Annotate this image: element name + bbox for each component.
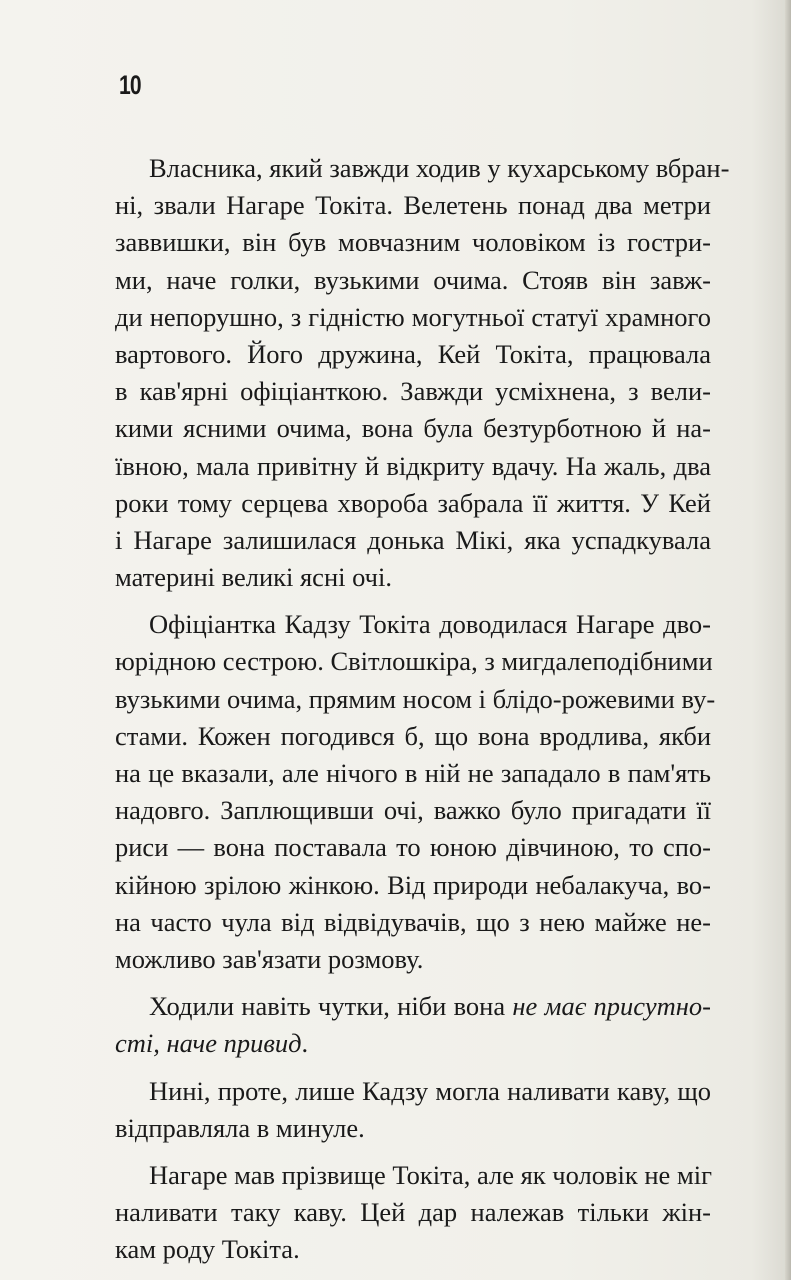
page-edge xyxy=(785,0,791,1280)
page-number: 10 xyxy=(119,70,141,100)
text-line xyxy=(115,1025,711,1062)
italic-text: не має присутно- xyxy=(512,991,711,1022)
text-line: відправляла в минуле. xyxy=(115,1112,365,1143)
text-line: ди непорушно, з гідністю могутньої статуї храмного xyxy=(115,301,711,332)
paragraph-3 xyxy=(115,988,711,1062)
text-line: можливо зав'язати розмову. xyxy=(115,943,424,974)
text-line: Офіціантка Кадзу Токіта доводилася Нагаре дво- xyxy=(149,609,711,640)
text-line: Власника, який завжди ходив у кухарському вбран- xyxy=(149,153,730,183)
text-line: в кав'ярні офіціанткою. Завжди усміхнена, з вели- xyxy=(115,376,711,407)
text-line: ні, звали Нагаре Токіта. Велетень понад два метри xyxy=(115,190,711,221)
text-line: Нині, проте, лише Кадзу могла наливати каву, що xyxy=(149,1075,711,1106)
text-line: ми, наче голки, вузькими очима. Стояв він завж- xyxy=(115,264,711,295)
text-line: на це вказали, але нічого в ній не западало в пам'ять xyxy=(115,758,711,788)
text-line: риси — вона поставала то юною дівчиною, то спо- xyxy=(115,832,711,863)
text-run: . xyxy=(301,1028,309,1059)
paragraph-4 xyxy=(115,1073,711,1147)
text-line: ївною, мала привітну й відкриту вдачу. На жаль, два xyxy=(115,450,711,481)
text-line: заввишки, він був мовчазним чоловіком із гостри- xyxy=(115,227,711,258)
text-line: Нагаре мав прізвище Токіта, але як чоловік не міг xyxy=(149,1159,712,1190)
text-line: вузькими очима, прямим носом і блідо-рожевими ву- xyxy=(115,683,716,714)
paragraph-5 xyxy=(115,1157,711,1269)
text-line: материні великі ясні очі. xyxy=(115,562,392,593)
paragraph-1 xyxy=(115,150,730,596)
text-line: надовго. Заплющивши очі, важко було пригадати її xyxy=(115,795,711,826)
text-line: кими ясними очима, вона була безтурботною й на- xyxy=(115,413,711,444)
text-line: роки тому серцева хвороба забрала її життя. У Кей xyxy=(115,487,711,518)
text-line: кам роду Токіта. xyxy=(115,1234,300,1265)
body-text xyxy=(115,150,730,1278)
text-line xyxy=(115,988,711,1025)
text-line: вартового. Його дружина, Кей Токіта, працювала xyxy=(115,338,711,369)
text-line: стами. Кожен погодився б, що вона вродлива, якби xyxy=(115,720,711,751)
italic-text: сті, наче привид xyxy=(115,1028,302,1059)
text-run: Ходили навіть чутки, ніби вона xyxy=(149,991,513,1022)
text-line: наливати таку каву. Цей дар належав тільки жін- xyxy=(115,1197,711,1228)
text-line: і Нагаре залишилася донька Мікі, яка успадкувала xyxy=(115,524,711,555)
text-line: юрідною сестрою. Світлошкіра, з мигдалеподібними xyxy=(115,646,713,677)
text-line: на часто чула від відвідувачів, що з нею майже не- xyxy=(115,906,711,937)
paragraph-2 xyxy=(115,606,716,978)
text-line: кійною зрілою жінкою. Від природи небалакуча, во- xyxy=(115,869,711,900)
